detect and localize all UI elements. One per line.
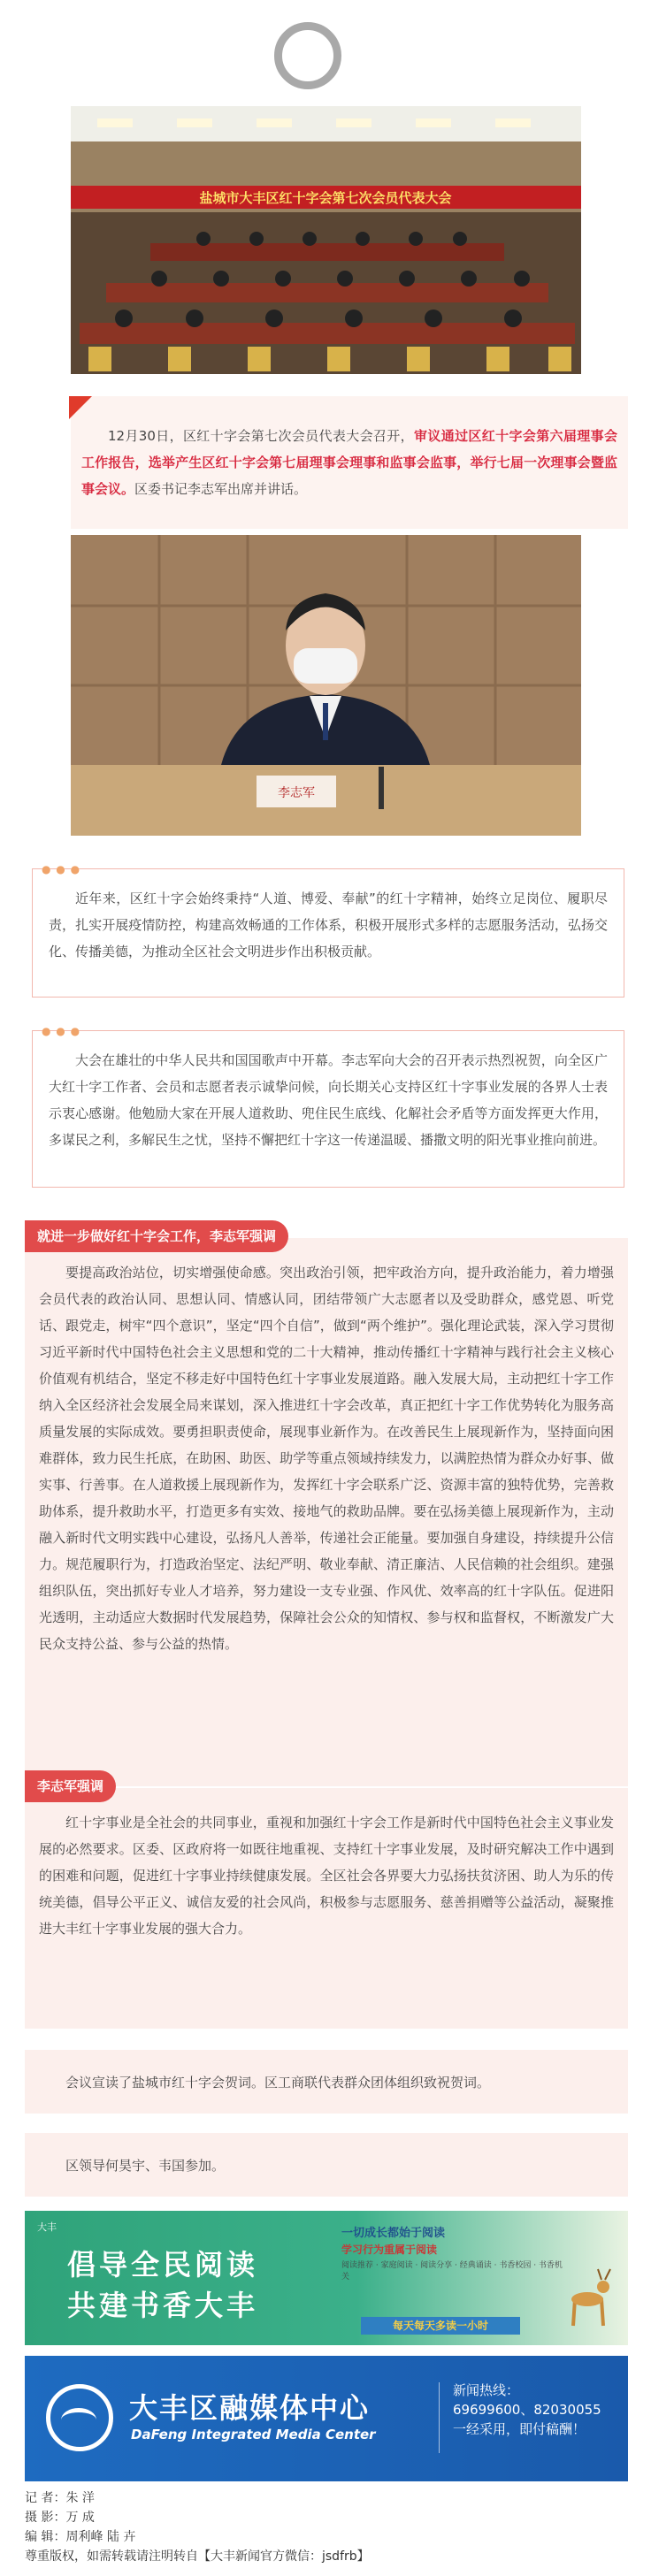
intro-tail: 区委书记李志军出席并讲话。 [134,481,308,497]
background-paragraph: 近年来，区红十字会始终秉持“人道、博爱、奉献”的红十字精神，始终立足岗位、履职尽责，扎实开展疫情防控，构建高效畅通的工作体系，积极开展形式多样的志愿服务活动，弘扬交化、传播美德，为推动全区社会文明进步作出积极贡献。 [49,891,608,959]
background-card [32,863,624,998]
speaker-illustration [71,535,581,836]
meeting-hall-photo[interactable] [71,106,581,374]
dots-decoration: ● ● ● [42,1025,81,1037]
credit-reporter: 记 者：朱 洋 [25,2491,95,2505]
intro-highlight: 审议通过区红十字会第六届理事会工作报告，选举产生区红十字会第七届理事会理事和监事会监事，举行七届一次理事会暨监事会议。 [81,428,617,497]
reading-banner-text: 阅读推荐 · 家庭阅读 · 阅读分享 · 经典诵读 · 书香校园 · 书香机关 [341,2261,563,2282]
intro-card [71,396,628,529]
meeting-banner-text: 盐城市大丰区红十字会第七次会员代表大会 [199,190,452,206]
reading-promo-banner[interactable] [25,2211,628,2345]
greeting-card [25,2050,628,2114]
section2-tag: 李志军强调 [25,1770,116,1802]
reading-banner-details [341,2223,563,2283]
speaker-photo[interactable] [71,535,581,836]
reading-banner-bar: 每天每天多读一小时 [361,2317,520,2335]
reading-banner-title: 一切成长都始于阅读 [341,2227,446,2240]
deer-icon [555,2264,617,2335]
greeting-paragraph: 会议宣读了盐城市红十字会贺词。区工商联代表群众团体组织致祝贺词。 [65,2075,491,2091]
media-center-name-en: DaFeng Integrated Media Center [131,2427,376,2442]
meeting-hall-illustration [71,106,581,374]
media-center-logo-icon [46,2384,113,2451]
reading-banner-subtitle: 学习行为重属于阅读 [341,2243,438,2256]
section-emphasis-support [25,1788,628,2029]
section1-paragraph: 要提高政治站位，切实增强使命感。突出政治引领，把牢政治方向，提升政治能力，着力增强会员代表的政治认同、思想认同、情感认同，团结带领广大志愿者以及受助群众，感党恩、听党话、跟党走，树牢“四个意识”，坚定“四个自信”，做到“两个维护”。强化理论武装，深入学习贯彻习近平新时代中国特色社会主义思想和党的二十大精神，推动传播红十字精神与践行社会主义核心价值观有机结合，坚定不移走好中国特色红十字事业发展道路。融入发展大局，主动把红十字工作纳入全区经济社会发展全局来谋划，深入推进红十字会改革，真正把红十字工作优势转化为服务高质量发展的实际成效。要勇担职责使命，展现事业新作为。在改善民生上展现新作为，坚持面向困难群体，致力民生托底，在助困、助医、助学等重点领域持续发力，以满腔热情为群众办好事、做实事、行善事。在人道救援上展现新作为，发挥红十字会联系广泛、资源丰富的独特优势，完善救助体系，提升救助水平，打造更多有实效、接地气的救助品牌。要在弘扬美德上展现新作为，主动融入新时代文明实践中心建设，弘扬凡人善举，传递社会正能量。要加强自身建设，持续提升公信力。规范履职行为，打造政治坚定、法纪严明、敬业奉献、清正廉洁、人民信赖的社会组织。建强组织队伍，突出抓好专业人才培养，努力建设一支专业强、作风优、效率高的红十字队伍。促进阳光透明，主动适应大数据时代发展趋势，保障社会公众的知情权、参与权和监督权，不断激发广大民众支持公益、参与公益的热情。 [39,1265,614,1652]
slogan-line2: 共建书香大丰 [67,2289,259,2322]
dots-decoration: ● ● ● [42,863,81,875]
media-center-name: 大丰区融媒体中心 [129,2391,371,2425]
loading-ring-icon [274,22,341,89]
media-center-banner[interactable] [25,2356,628,2481]
opening-paragraph: 大会在雄壮的中华人民共和国国歌声中开幕。李志军向大会的召开表示热烈祝贺，向全区广大红十字工作者、会员和志愿者表示诚挚问候，向长期关心支持区红十字事业发展的各界人士表示衷心感谢。他勉励大家在开展人道救助、兜住民生底线、化解社会矛盾等方面发挥更大作用，多谋民之利，多解民生之忧，坚持不懈把红十字这一传递温暖、播撒文明的阳光事业推向前进。 [49,1052,608,1148]
credit-editor: 编 辑：周利峰 陆 卉 [25,2530,136,2544]
speaker-nameplate-text: 李志军 [278,786,315,800]
slogan-line1: 倡导全民阅读 [67,2248,259,2282]
section1-tag: 就进一步做好红十字会工作，李志军强调 [25,1220,288,1252]
banner-divider [439,2382,440,2453]
hotline-slogan: 一经采用，即付稿酬！ [453,2421,586,2437]
hotline-label: 新闻热线： [453,2382,520,2398]
card-corner-decoration [69,396,92,419]
credit-copyright: 尊重版权，如需转载请注明转自【大丰新闻官方微信：jsdfrb】 [25,2549,370,2564]
credit-photographer: 摄 影：万 成 [25,2511,95,2525]
opening-card [32,1025,624,1188]
section2-paragraph: 红十字事业是全社会的共同事业，重视和加强红十字会工作是新时代中国特色社会主义事业发展的必然要求。区委、区政府将一如既往地重视、支持红十字事业发展，及时研究解决工作中遇到的困难和问题，促进红十字事业持续健康发展。全区社会各界要大力弘扬扶贫济困、助人为乐的传统美德，倡导公平正义、诚信友爱的社会风尚，积极参与志愿服务、慈善捐赠等公益活动，凝聚推进大丰红十字事业发展的强大合力。 [39,1815,614,1937]
leaders-paragraph: 区领导何昊宇、韦国参加。 [65,2158,226,2174]
leaders-card [25,2133,628,2197]
hotline-numbers: 69699600、82030055 [453,2402,601,2418]
intro-lead: 12月30日，区红十字会第七次会员代表大会召开， [108,428,414,444]
intro-paragraph [81,423,617,502]
reading-slogan [67,2244,258,2326]
article-credits [25,2488,628,2566]
section-emphasis-work [25,1238,628,1786]
hotline-block [453,2381,601,2439]
reading-banner-logo: 大丰 [37,2221,57,2233]
